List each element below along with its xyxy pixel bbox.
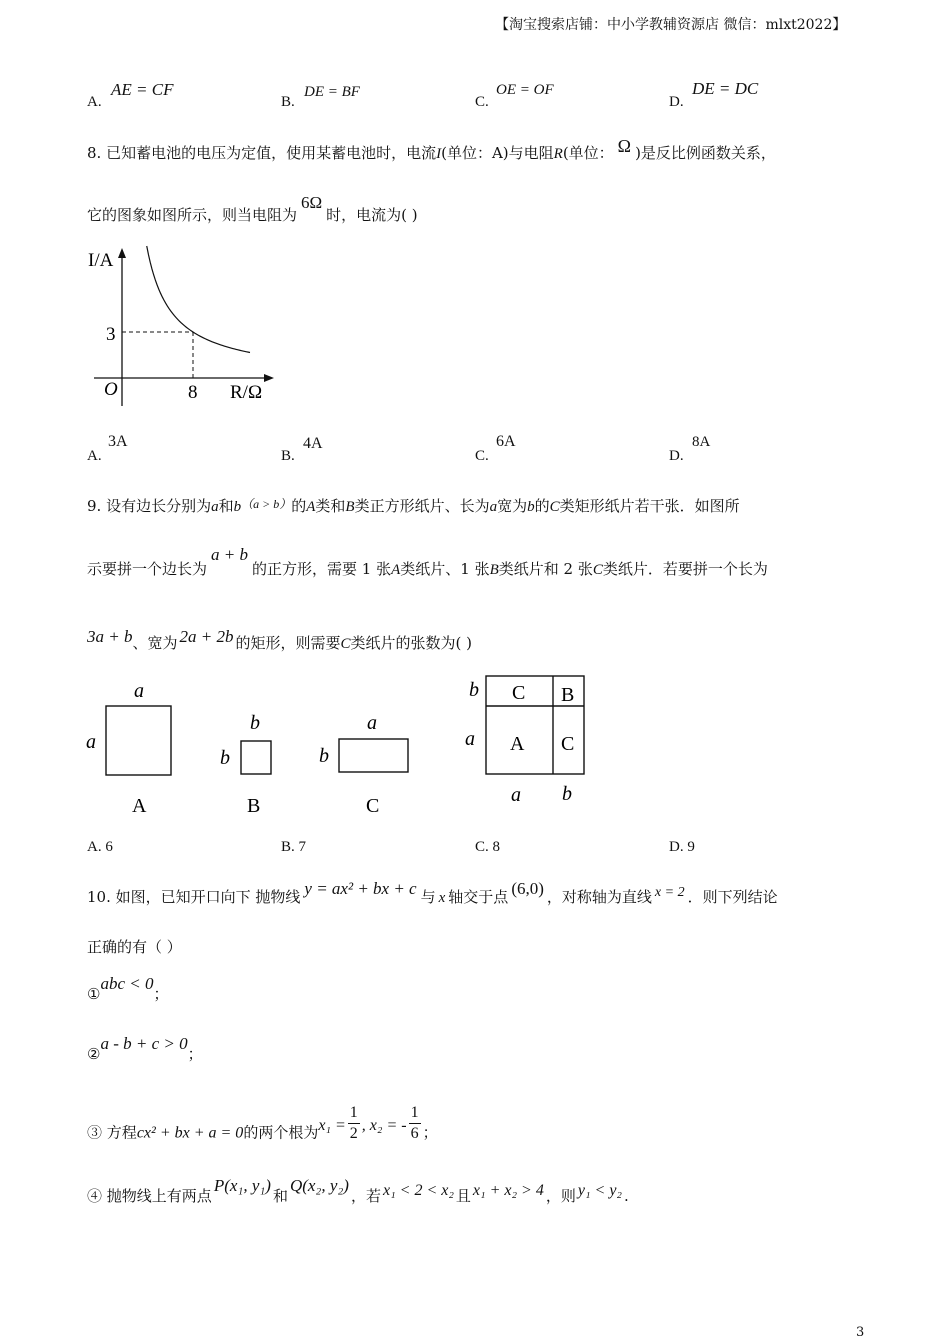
q9-cell-top-left: C	[512, 682, 526, 704]
q8-y-label: I/A	[88, 250, 114, 271]
q9-square-a	[86, 680, 171, 817]
q8-stem-line1: 8. 已知蓄电池的电压为定值，使用某蓄电池时，电流I(单位：A)与电阻R(单位： Ω )是反比例函数关系，	[87, 136, 776, 162]
q9-composite-bottom-label-right: b	[562, 783, 572, 805]
q9-stem-line3: 3a + b、宽为 2a + 2b 的矩形，则需要C类纸片的张数为( )	[87, 627, 472, 652]
q8-option-b-letter: B.	[281, 448, 295, 464]
q8-x-tick: 8	[188, 382, 198, 403]
page-number: 3	[856, 1325, 865, 1340]
q8-option-c-value: 6A	[496, 433, 516, 450]
q7-option-a-expr: AE = CF	[111, 80, 174, 99]
q8-x-label: R/Ω	[230, 382, 263, 403]
q9-composite-left-label-top: b	[469, 679, 479, 701]
q9-composite-left-label-bottom: a	[465, 728, 475, 750]
q10-statement-2: ②a - b + c > 0；	[87, 1034, 203, 1063]
q8-origin: O	[104, 379, 118, 400]
q9-option-c: C. 8	[475, 839, 501, 855]
q8-curve	[147, 246, 250, 352]
q9-rect-c-caption: C	[366, 795, 380, 817]
q9-square-b-left-label: b	[220, 747, 230, 769]
q9-cell-bottom-left: A	[510, 733, 525, 755]
q8-stem-line2: 它的图象如图所示，则当电阻为6Ω时，电流为( )	[87, 193, 418, 224]
q9-square-b-caption: B	[247, 795, 261, 817]
q8-inverse-graph	[80, 238, 280, 413]
q9-rect-c-top-label: a	[367, 712, 377, 734]
q7-option-a-letter: A.	[87, 94, 102, 110]
q7-option-c-expr: OE = OF	[496, 82, 554, 98]
q10-stem-line2: 正确的有（ ）	[87, 938, 182, 956]
q9-option-a: A. 6	[87, 839, 113, 855]
q9-square-a-left-label: a	[86, 731, 96, 753]
q8-option-a-letter: A.	[87, 448, 102, 464]
q9-rect-c	[319, 712, 408, 817]
q9-square-a-top-label: a	[134, 680, 144, 702]
q9-stem-line2: 示要拼一个边长为a + b的正方形，需要 1 张A类纸片、1 张B类纸片和 2 张C类纸片．若要拼一个长为	[87, 545, 768, 578]
q9-option-b: B. 7	[281, 839, 307, 855]
q9-figure	[80, 672, 600, 822]
q10-stem-line1: 10. 如图，已知开口向下 抛物线 y = ax² + bx + c 与 x 轴交于点 (6,0) ，对称轴为直线 x = 2 ．则下列结论	[87, 879, 778, 906]
q9-rect-c-left-label: b	[319, 745, 329, 767]
q7-option-b-expr: DE = BF	[304, 84, 360, 100]
q10-fraction-1: $\frac{1}{2}$	[349, 1104, 358, 1142]
q9-composite-bottom-label-left: a	[511, 784, 521, 806]
q8-option-b-value: 4A	[303, 435, 323, 452]
q8-option-d-letter: D.	[669, 448, 684, 464]
q7-option-d-expr: DE = DC	[692, 79, 759, 98]
q9-stem-line1: 9. 设有边长分别为a和$b^{(a > b)}$的A类和B类正方形纸片、长为a宽为b的C类矩形纸片若干张．如图所	[87, 497, 740, 515]
q9-cell-top-right: B	[561, 684, 575, 706]
q10-statement-4: ④ 抛物线上有两点P(x₁, y₁)和Q(x₂, y₂)，若 x₁ < 2 < x₂ 且 x₁ + x₂ > 4 ，则 y₁ < y₂ .	[87, 1176, 629, 1205]
q9-cell-bottom-right: C	[561, 733, 575, 755]
q9-option-d: D. 9	[669, 839, 695, 855]
q8-option-a-value: 3A	[108, 433, 128, 450]
q8-option-c-letter: C.	[475, 448, 489, 464]
q8-y-arrow	[118, 248, 126, 258]
q9-composite-square	[465, 676, 584, 806]
q7-option-d-letter: D.	[669, 94, 684, 110]
q8-x-arrow	[264, 374, 274, 382]
q10-statement-3: ③ 方程cx² + bx + a = 0的两个根为x₁ = $\frac{1}{2}$ , x₂ = - $\frac{1}{6}$ ；	[87, 1104, 438, 1142]
q8-y-tick: 3	[106, 324, 116, 345]
q7-option-b-letter: B.	[281, 94, 295, 110]
q9-square-b-top-label: b	[250, 712, 260, 734]
q10-statement-1: ①abc < 0；	[87, 974, 169, 1003]
q10-fraction-2: $\frac{1}{6}$	[410, 1104, 419, 1142]
q9-square-a-caption: A	[132, 795, 147, 817]
q9-square-b	[220, 712, 271, 817]
header-watermark: 【淘宝搜索店铺：中小学教辅资源店 微信：mlxt2022】	[495, 17, 847, 33]
q8-option-d-value: 8A	[692, 434, 711, 450]
q7-option-c-letter: C.	[475, 94, 489, 110]
